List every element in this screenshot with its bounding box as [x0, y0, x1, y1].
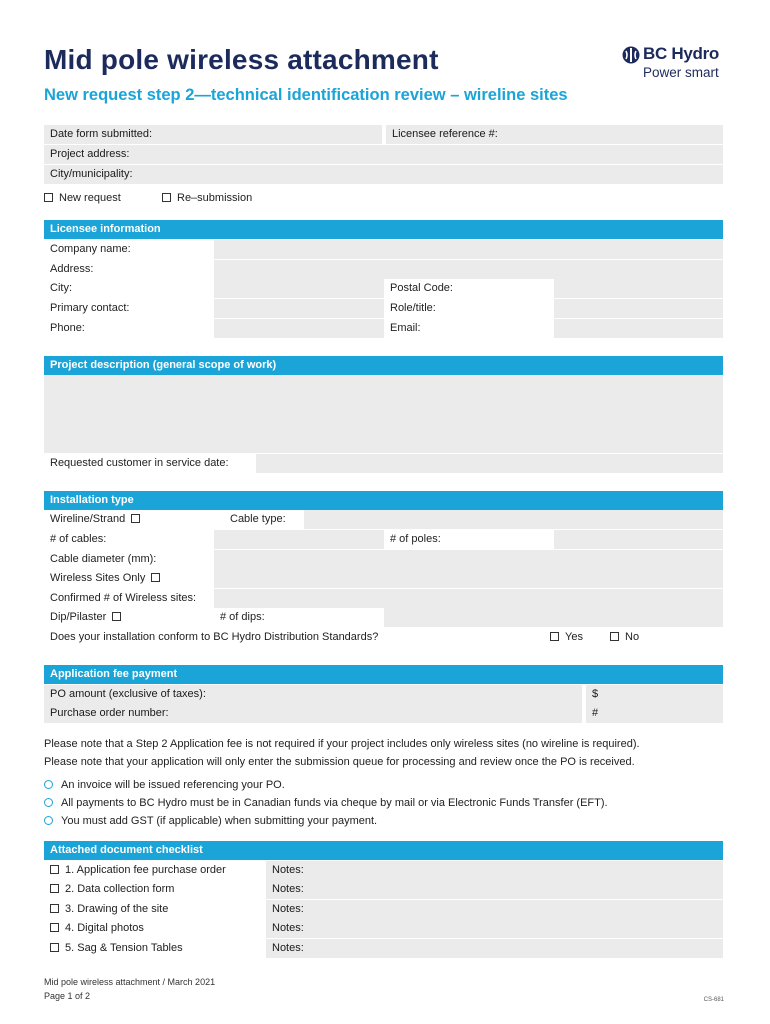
email-field[interactable] — [554, 319, 723, 338]
wireless-only-option[interactable] — [44, 569, 214, 588]
city-label: City: — [44, 279, 214, 298]
bullet-circle-icon — [44, 798, 53, 807]
bullet-item — [44, 812, 377, 830]
num-poles-field[interactable] — [554, 530, 723, 549]
postal-code-field[interactable] — [554, 279, 723, 298]
new-request-option[interactable] — [44, 189, 121, 208]
confirmed-wireless-label: Confirmed # of Wireless sites: — [44, 589, 214, 608]
service-date-row — [44, 454, 723, 473]
dip-pilaster-option[interactable] — [44, 608, 214, 627]
logo-name: BC Hydro — [643, 44, 719, 63]
bullet-circle-icon — [44, 780, 53, 789]
po-amount-row — [44, 685, 723, 704]
checklist-item-label: 5. Sag & Tension Tables — [65, 942, 183, 954]
checklist-checkbox[interactable] — [50, 904, 59, 913]
checklist-checkbox[interactable] — [50, 943, 59, 952]
notes-label: Notes: — [266, 919, 326, 938]
cable-type-label: Cable type: — [224, 510, 304, 529]
address-label: Address: — [44, 260, 214, 279]
conform-question: Does your installation conform to BC Hydro Distribution Standards? — [44, 628, 544, 647]
no-checkbox[interactable] — [610, 632, 619, 641]
page-title: Mid pole wireless attachment — [44, 44, 439, 75]
yes-checkbox[interactable] — [550, 632, 559, 641]
num-dips-field[interactable] — [384, 608, 723, 627]
checklist-item-label: 3. Drawing of the site — [65, 903, 169, 915]
postal-code-label: Postal Code: — [384, 279, 554, 298]
date-submitted-label: Date form submitted: — [50, 128, 153, 140]
primary-contact-label: Primary contact: — [44, 299, 214, 318]
city-field[interactable] — [214, 279, 384, 298]
checklist-checkbox[interactable] — [50, 884, 59, 893]
installation-section-header: Installation type — [44, 491, 723, 510]
checklist-checkbox[interactable] — [50, 865, 59, 874]
city-row — [44, 165, 723, 184]
checklist-row — [44, 900, 723, 919]
project-description-field[interactable] — [44, 375, 723, 453]
wireline-label: Wireline/Strand — [50, 513, 126, 525]
yes-label: Yes — [565, 631, 583, 643]
cable-type-field[interactable] — [304, 510, 723, 529]
service-date-label: Requested customer in service date: — [44, 454, 256, 473]
dip-pilaster-checkbox[interactable] — [112, 612, 121, 621]
date-submitted-field[interactable] — [44, 125, 382, 144]
wireline-option[interactable] — [44, 510, 224, 529]
project-section-header: Project description (general scope of work) — [44, 356, 723, 375]
project-address-field[interactable] — [44, 145, 723, 164]
cables-poles-row — [44, 530, 723, 549]
num-dips-label: # of dips: — [214, 608, 384, 627]
no-label: No — [625, 631, 640, 643]
phone-field[interactable] — [214, 319, 384, 338]
num-cables-field[interactable] — [214, 530, 384, 549]
bullet-circle-icon — [44, 816, 53, 825]
po-number-field[interactable] — [586, 704, 723, 723]
notes-label: Notes: — [266, 861, 326, 880]
notes-field[interactable] — [326, 939, 723, 958]
bullet-text: You must add GST (if applicable) when submitting your payment. — [61, 815, 378, 827]
dip-row — [44, 608, 723, 627]
new-request-label: New request — [59, 192, 121, 204]
service-date-field[interactable] — [256, 454, 723, 473]
no-option[interactable] — [604, 628, 664, 647]
page-subtitle: New request step 2—technical identification review – wireline sites — [44, 86, 568, 104]
cable-diameter-field[interactable] — [214, 550, 723, 569]
notes-label: Notes: — [266, 880, 326, 899]
dollar-symbol: $ — [592, 688, 599, 700]
bullet-item — [44, 794, 608, 812]
conform-row — [44, 628, 723, 647]
yes-option[interactable] — [544, 628, 604, 647]
cable-diameter-label: Cable diameter (mm): — [44, 550, 214, 569]
notes-label: Notes: — [266, 900, 326, 919]
bullet-text: All payments to BC Hydro must be in Canadian funds via cheque by mail or via Electronic Funds Transfer (EFT). — [61, 797, 608, 809]
num-poles-label: # of poles: — [384, 530, 554, 549]
checklist-item-label: 1. Application fee purchase order — [65, 864, 226, 876]
role-title-label: Role/title: — [384, 299, 554, 318]
checklist-row — [44, 861, 723, 880]
checklist-checkbox[interactable] — [50, 923, 59, 932]
wireless-only-label: Wireless Sites Only — [50, 572, 146, 584]
licensee-reference-field[interactable] — [386, 125, 723, 144]
hash-symbol: # — [592, 707, 599, 719]
confirmed-wireless-row — [44, 589, 723, 608]
wireline-checkbox[interactable] — [131, 514, 140, 523]
confirmed-wireless-field[interactable] — [214, 589, 723, 608]
po-number-row — [44, 704, 723, 723]
role-title-field[interactable] — [554, 299, 723, 318]
num-cables-label: # of cables: — [44, 530, 214, 549]
wireless-only-field[interactable] — [214, 569, 723, 588]
checklist-item[interactable] — [44, 919, 266, 938]
notes-field[interactable] — [326, 919, 723, 938]
resubmission-checkbox[interactable] — [162, 193, 171, 202]
project-address-row — [44, 145, 723, 164]
checklist-item[interactable] — [44, 939, 266, 958]
checklist-item[interactable] — [44, 900, 266, 919]
form-code: CS-681 — [703, 997, 724, 1003]
fee-section-header: Application fee payment — [44, 665, 723, 684]
company-row — [44, 240, 723, 259]
checklist-item-label: 4. Digital photos — [65, 922, 144, 934]
bullet-item — [44, 776, 285, 794]
notes-field[interactable] — [326, 880, 723, 899]
checklist-row — [44, 939, 723, 958]
wireline-row — [44, 510, 723, 529]
footer-page-number: Page 1 of 2 — [44, 991, 91, 1001]
company-name-field[interactable] — [214, 240, 723, 259]
date-row — [44, 125, 723, 144]
po-amount-field[interactable] — [586, 685, 723, 704]
notes-label: Notes: — [266, 939, 326, 958]
dip-pilaster-label: Dip/Pilaster — [50, 611, 107, 623]
resubmission-option[interactable] — [162, 189, 252, 208]
wireless-only-row — [44, 569, 723, 588]
contact-row — [44, 299, 723, 318]
notes-field[interactable] — [326, 900, 723, 919]
checklist-item-label: 2. Data collection form — [65, 883, 175, 895]
new-request-checkbox[interactable] — [44, 193, 53, 202]
licensee-reference-label: Licensee reference #: — [392, 128, 498, 140]
bc-hydro-logo — [622, 44, 732, 84]
address-row — [44, 260, 723, 279]
po-amount-label: PO amount (exclusive of taxes): — [44, 685, 582, 704]
notes-field[interactable] — [326, 861, 723, 880]
city-municipality-field[interactable] — [44, 165, 723, 184]
checklist-item[interactable] — [44, 880, 266, 899]
resubmission-label: Re–submission — [177, 192, 253, 204]
footer-doc-title: Mid pole wireless attachment / March 2021 — [44, 977, 216, 987]
phone-row — [44, 319, 723, 338]
checklist-item[interactable] — [44, 861, 266, 880]
city-postal-row — [44, 279, 723, 298]
bc-hydro-logo-icon — [622, 46, 640, 64]
company-name-label: Company name: — [44, 240, 214, 259]
email-label: Email: — [384, 319, 554, 338]
city-municipality-label: City/municipality: — [50, 168, 133, 180]
wireless-only-checkbox[interactable] — [151, 573, 160, 582]
po-number-label: Purchase order number: — [44, 704, 582, 723]
project-address-label: Project address: — [50, 148, 130, 160]
cable-diameter-row — [44, 550, 723, 569]
note-line-1: Please note that a Step 2 Application fee is not required if your project includes only wireless sites (no wireline is required). — [44, 738, 640, 750]
licensee-section-header: Licensee information — [44, 220, 723, 239]
primary-contact-field[interactable] — [214, 299, 384, 318]
address-field[interactable] — [214, 260, 723, 279]
logo-tagline: Power smart — [643, 65, 719, 80]
note-line-2: Please note that your application will only enter the submission queue for processing and review once the PO is received. — [44, 756, 635, 768]
bullet-text: An invoice will be issued referencing your PO. — [61, 779, 285, 791]
checklist-section-header: Attached document checklist — [44, 841, 723, 860]
checklist-row — [44, 880, 723, 899]
checklist-row — [44, 919, 723, 938]
phone-label: Phone: — [44, 319, 214, 338]
